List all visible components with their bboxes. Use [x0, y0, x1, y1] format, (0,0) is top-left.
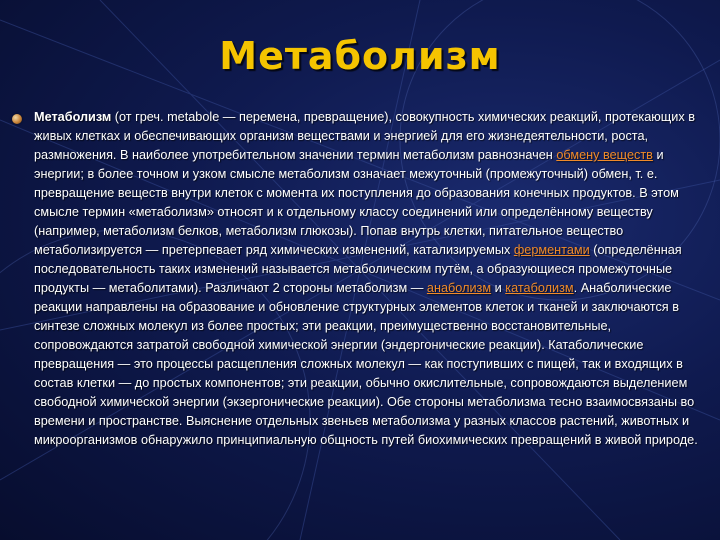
text-segment-4: и — [491, 281, 506, 295]
bullet-icon — [12, 114, 22, 124]
slide-title: Метаболизм — [219, 34, 501, 78]
body-paragraph — [34, 108, 712, 450]
text-segment-1: (от греч. metabole — перемена, превращение), совокупность химических реакций, протекающих в живых клетках и обеспечивающих организм веществами и энергией для его жизнедеятельности, роста, размножения. В наиболее употребительном значении термин метаболизм равнозначен — [34, 110, 695, 162]
link-anabolism[interactable]: анаболизм — [426, 281, 492, 295]
term-bold: Метаболизм — [34, 110, 112, 124]
text-segment-5: . Анаболические реакции направлены на образование и обновление структурных элементов клеток и тканей и заключаются в синтезе сложных молекул из более простых; эти реакции, преимущественно восстановительные, сопровождаются затратой свободной химической энергии (эндергонические реакции). Катаболические превращения — это процессы расщепления сложных молекул — как поступивших с пищей, так и входящих в состав клетки — до простых компонентов; эти реакции, обычно окислительные, сопровождаются выделением свободной химической энергии (экзергонические реакции). Обе стороны метаболизма тесно взаимосвязаны во времени и пространстве. Выяснение отдельных звеньев метаболизма у разных классов растений, животных и микроорганизмов обнаружило принципиальную общность путей биохимических превращений в живой природе. — [34, 281, 698, 447]
link-metabolism-exchange[interactable]: обмену веществ — [556, 148, 653, 162]
text-segment-3: (определённая последовательность таких изменений называется метаболическим путём, а образующиеся промежуточные продукты — метаболитами). Различают 2 стороны метаболизм — — [34, 243, 682, 295]
link-catabolism[interactable]: катаболизм — [505, 281, 574, 295]
text-segment-2: и энергии; в более точном и узком смысле метаболизм означает межуточный (промежуточный) обмен, т. е. превращение веществ внутри клеток с момента их поступления до образования конечных продуктов. В этом смысле термин «метаболизм» относят и к отдельному классу соединений или определённому веществу (например, метаболизм белков, метаболизм глюкозы). Попав внутрь клетки, питательное вещество метаболизируется — претерпевает ряд химических изменений, катализируемых — [34, 148, 679, 257]
link-enzymes[interactable]: ферментами — [513, 243, 590, 257]
